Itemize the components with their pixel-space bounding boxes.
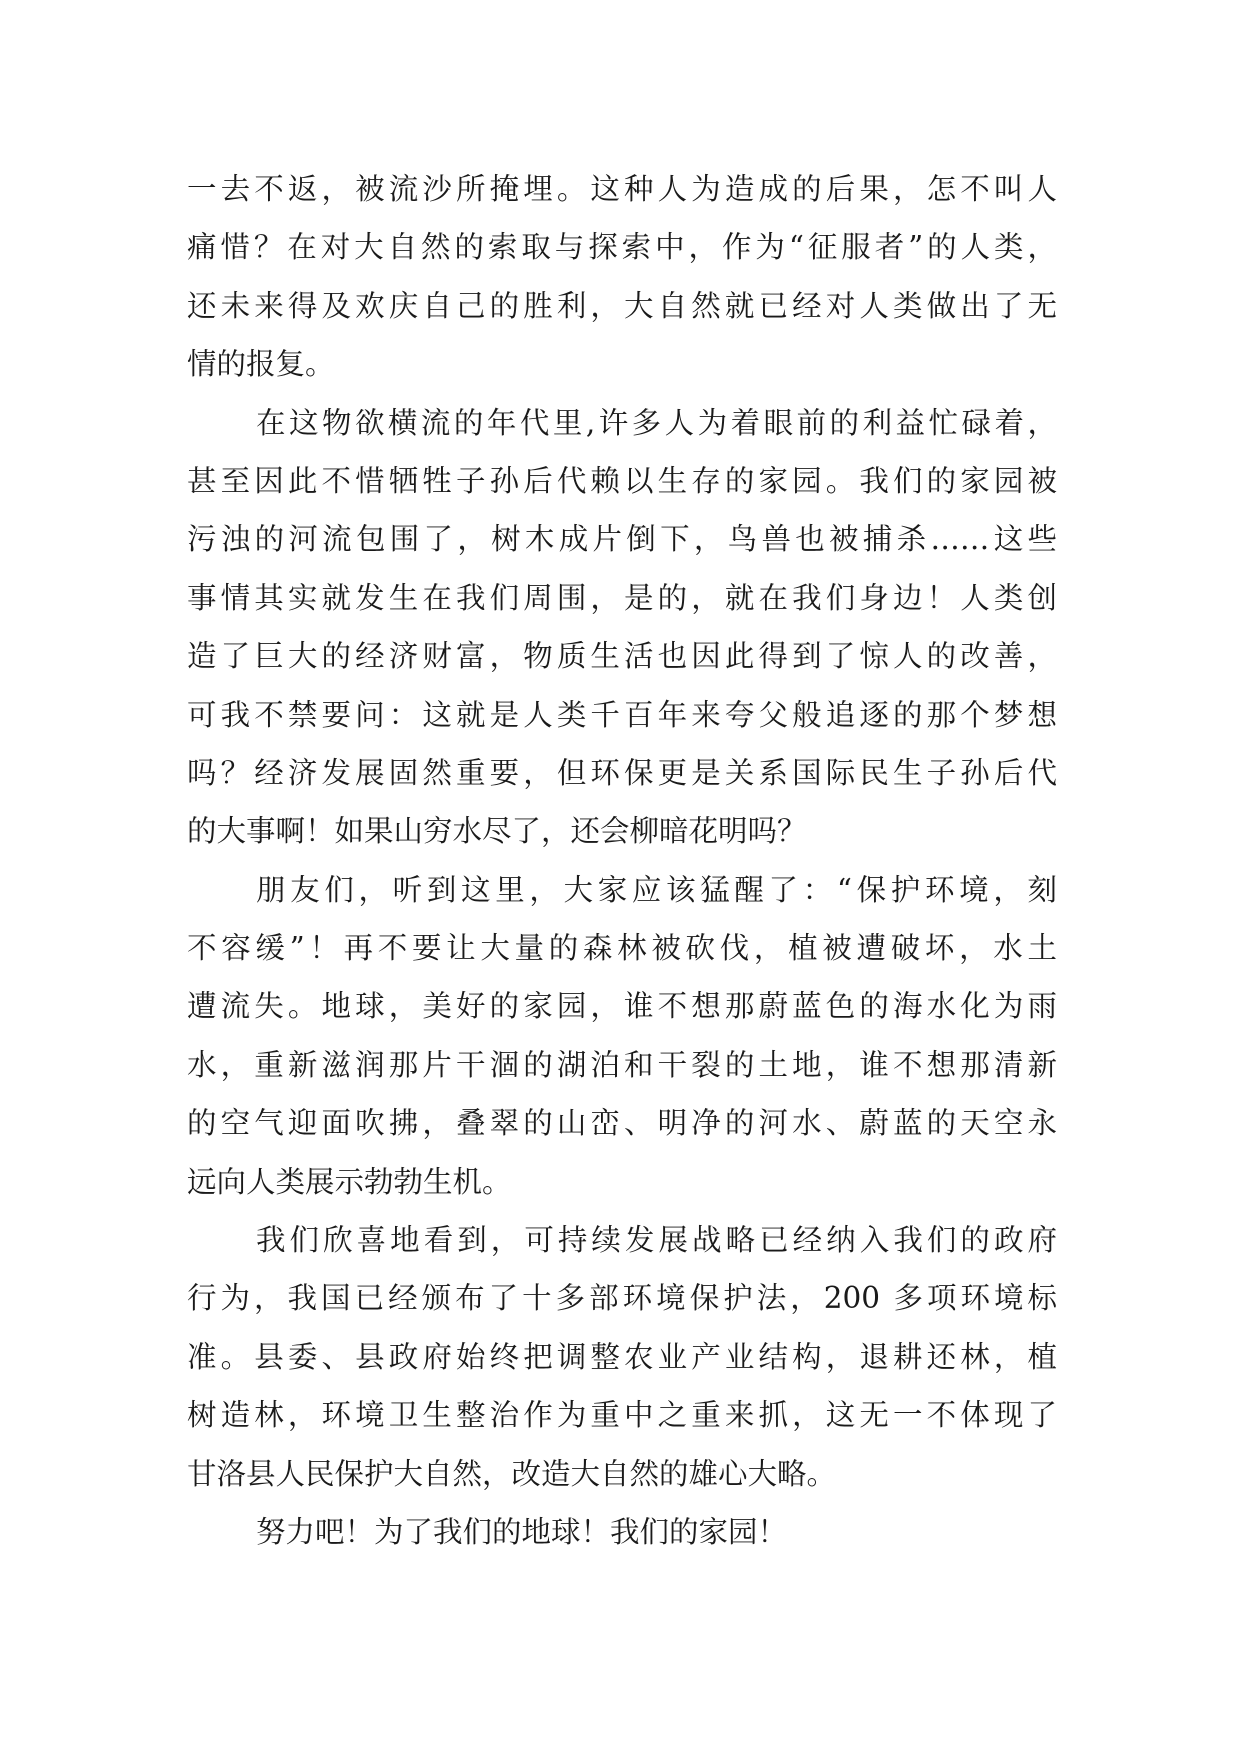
paragraph-first-line: 我们欣喜地看到，可持续发展战略已经纳入我们的政府 — [256, 1223, 1057, 1258]
text-line: 行为，我国已经颁布了十多部环境保护法，200 多项环境标 — [187, 1281, 1057, 1316]
text-line: 事情其实就发生在我们周围，是的，就在我们身边！人类创 — [187, 580, 1057, 615]
text-line: 远向人类展示勃勃生机。 — [187, 1164, 512, 1199]
text-line: 可我不禁要问：这就是人类千百年来夸父般追逐的那个梦想 — [187, 697, 1057, 732]
text-line: 水，重新滋润那片干涸的湖泊和干裂的土地，谁不想那清新 — [187, 1047, 1057, 1082]
paragraph-first-line: 在这物欲横流的年代里,许多人为着眼前的利益忙碌着， — [256, 405, 1057, 440]
paragraph-first-line: 朋友们，听到这里，大家应该猛醒了：“保护环境，刻 — [256, 872, 1057, 907]
text-line: 不容缓”！再不要让大量的森林被砍伐，植被遭破坏，水土 — [187, 931, 1057, 966]
text-line: 甚至因此不惜牺牲子孙后代赖以生存的家园。我们的家园被 — [187, 463, 1057, 498]
text-line: 的大事啊！如果山穷水尽了，还会柳暗花明吗？ — [187, 814, 807, 849]
text-line: 树造林，环境卫生整治作为重中之重来抓，这无一不体现了 — [187, 1398, 1057, 1433]
text-line: 准。县委、县政府始终把调整农业产业结构，退耕还林，植 — [187, 1339, 1057, 1374]
text-line: 还未来得及欢庆自己的胜利，大自然就已经对人类做出了无 — [187, 288, 1057, 323]
text-line: 一去不返，被流沙所掩埋。这种人为造成的后果，怎不叫人 — [187, 172, 1057, 206]
text-line: 遭流失。地球，美好的家园，谁不想那蔚蓝色的海水化为雨 — [187, 989, 1057, 1024]
paragraph-first-line: 努力吧！为了我们的地球！我们的家园！ — [256, 1514, 788, 1549]
document-body — [187, 160, 1057, 1561]
text-line: 痛惜？在对大自然的索取与探索中，作为“征服者”的人类， — [187, 230, 1057, 265]
text-line: 吗？经济发展固然重要，但环保更是关系国际民生子孙后代 — [187, 755, 1057, 790]
text-line: 的空气迎面吹拂，叠翠的山峦、明净的河水、蔚蓝的天空永 — [187, 1106, 1057, 1141]
text-line: 造了巨大的经济财富，物质生活也因此得到了惊人的改善， — [187, 639, 1057, 674]
text-line: 甘洛县人民保护大自然，改造大自然的雄心大略。 — [187, 1456, 837, 1491]
text-line: 污浊的河流包围了，树木成片倒下，鸟兽也被捕杀……这些 — [187, 522, 1057, 557]
text-line: 情的报复。 — [187, 347, 335, 382]
